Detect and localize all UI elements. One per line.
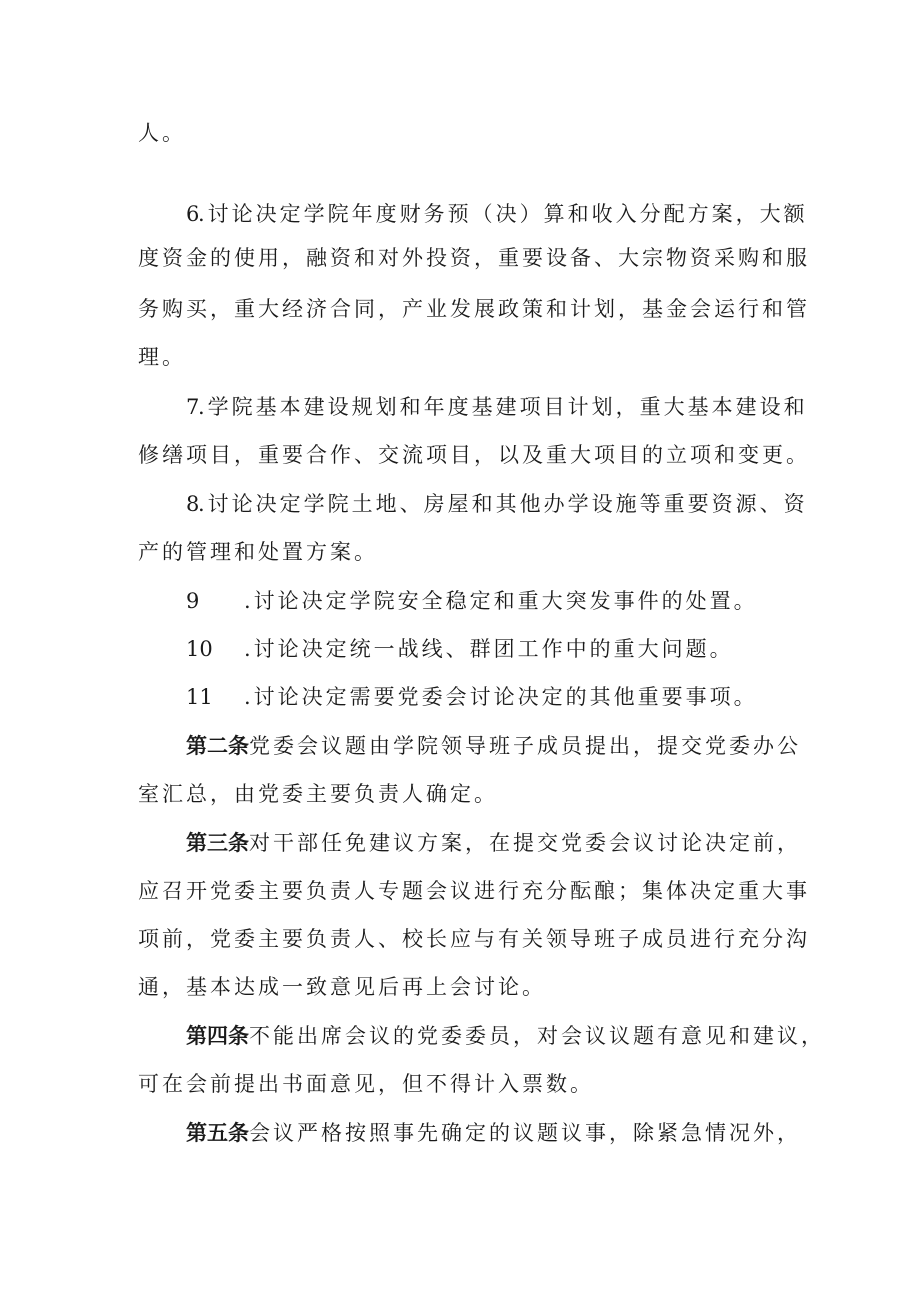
item-11-line — [186, 682, 758, 712]
article-4-line-2: 可在会前提出书面意见，但不得计入票数。 — [138, 1072, 594, 1096]
article-text: 对干部任免建议方案，在提交党委会议讨论决定前， — [249, 831, 801, 855]
item-10-line — [186, 634, 734, 664]
article-text: 不能出席会议的党委委员，对会议议题有意见和建议， — [249, 1024, 825, 1048]
article-text: 党委会议题由学院领导班子成员提出，提交党委办公 — [249, 734, 801, 758]
item-8-line-2: 产的管理和处置方案。 — [138, 540, 378, 564]
article-4-line-1 — [186, 1021, 825, 1051]
article-text: 会议严格按照事先确定的议题议事，除紧急情况外， — [249, 1121, 801, 1145]
item-6-line-3: 务购买，重大经济合同，产业发展政策和计划，基金会运行和管 — [138, 297, 810, 321]
article-3-line-3: 项前，党委主要负责人、校长应与有关领导班子成员进行充分沟 — [138, 927, 810, 951]
article-2-line-2: 室汇总，由党委主要负责人确定。 — [138, 782, 498, 806]
item-7-line-2: 修缮项目，重要合作、交流项目，以及重大项目的立项和变更。 — [138, 443, 810, 467]
article-label: 第五条 — [186, 1120, 249, 1145]
item-7-line-1 — [186, 392, 808, 422]
item-number: 7 — [186, 395, 200, 419]
item-number: 9 — [186, 589, 200, 613]
item-text: .讨论决定需要党委会讨论决定的其他重要事项。 — [244, 685, 758, 709]
article-3-line-2: 应召开党委主要负责人专题会议进行充分酝酿；集体决定重大事 — [138, 879, 810, 903]
item-6-line-4: 理。 — [138, 345, 186, 369]
item-9-line — [186, 586, 758, 616]
item-number: 6 — [186, 202, 200, 226]
item-number: 11 — [186, 685, 213, 709]
paragraph-line: 人。 — [138, 121, 186, 145]
item-number: 8 — [186, 492, 200, 516]
article-5-line-1 — [186, 1118, 801, 1148]
article-label: 第二条 — [186, 733, 249, 758]
article-label: 第四条 — [186, 1023, 249, 1048]
item-text: .讨论决定统一战线、群团工作中的重大问题。 — [244, 637, 734, 661]
item-text: .讨论决定学院年度财务预（决）算和收入分配方案，大额 — [198, 202, 808, 226]
article-label: 第三条 — [186, 830, 249, 855]
item-text: .讨论决定学院安全稳定和重大突发事件的处置。 — [244, 589, 758, 613]
article-3-line-1 — [186, 828, 801, 858]
item-6-line-2: 度资金的使用，融资和对外投资，重要设备、大宗物资采购和服 — [138, 246, 810, 270]
article-3-line-4: 通，基本达成一致意见后再上会讨论。 — [138, 975, 546, 999]
item-6-line-1 — [186, 199, 808, 229]
item-number: 10 — [186, 637, 213, 661]
item-text: .学院基本建设规划和年度基建项目计划，重大基本建设和 — [198, 395, 808, 419]
item-text: .讨论决定学院土地、房屋和其他办学设施等重要资源、资 — [198, 492, 808, 516]
article-2-line-1 — [186, 731, 801, 761]
item-8-line-1 — [186, 489, 808, 519]
